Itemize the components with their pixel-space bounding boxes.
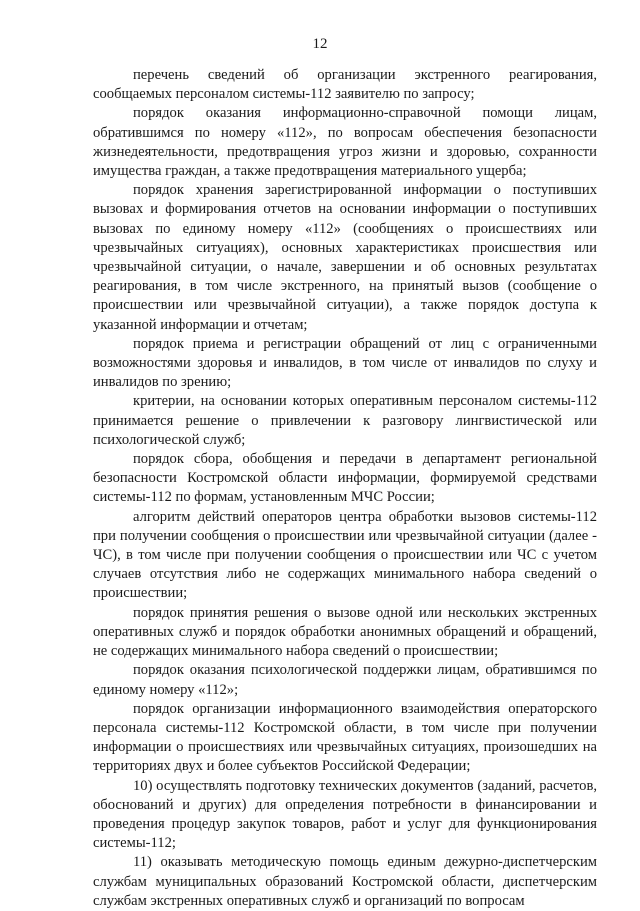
paragraph-5: критерии, на основании которых оперативным персоналом системы-112 принимается решение о привлечении к разговору лингвистической или психологической служб;	[93, 393, 597, 448]
paragraph-8: порядок принятия решения о вызове одной или нескольких экстренных оперативных служб и порядок обработки анонимных обращений и обращений, не содержащих минимального набора сведений о происшествии;	[93, 604, 597, 660]
paragraph-10: порядок организации информационного взаимодействия операторского персонала системы-112 Костромской области, в том числе при получении информации о происшествиях или чрезвычайных ситуациях, произошедших на территориях двух и более субъектов Российской Федерации;	[93, 700, 597, 775]
paragraph-11: 10) осуществлять подготовку технических документов (заданий, расчетов, обоснований и других) для определения потребности в финансировании и проведения процедур закупок товаров, работ и услуг для функционирования системы-112;	[93, 777, 597, 852]
paragraph-12: 11) оказывать методическую помощь единым дежурно-диспетчерским службам муниципальных образований Костромской области, диспетчерским службам экстренных оперативных служб и организаций по вопросам	[93, 854, 597, 909]
document-body	[93, 66, 597, 911]
paragraph-3: порядок хранения зарегистрированной информации о поступивших вызовах и формирования отчетов на основании информации о поступивших вызовах по единому номеру «112» (сообщениях о происшествиях или чрезвычайных ситуациях), основных характеристиках происшествия или чрезвычайной ситуации, о начале, завершении и об основных результатах реагирования, в том числе экстренного, на принятый вызов (сообщение о происшествии или чрезвычайной ситуации), а также порядок доступа к указанной информации и отчетам;	[93, 182, 597, 333]
paragraph-1: перечень сведений об организации экстренного реагирования, сообщаемых персоналом системы-112 заявителю по запросу;	[93, 67, 597, 103]
paragraph-2: порядок оказания информационно-справочной помощи лицам, обратившимся по номеру «112», по вопросам обеспечения безопасности жизнедеятельности, предотвращения угроз жизни и здоровью, сохранности имущества граждан, а также предотвращения материального ущерба;	[93, 105, 597, 180]
paragraph-4: порядок приема и регистрации обращений от лиц с ограниченными возможностями здоровья и инвалидов, в том числе от инвалидов по слуху и инвалидов по зрению;	[93, 335, 597, 391]
paragraph-7: алгоритм действий операторов центра обработки вызовов системы-112 при получении сообщения о происшествии или чрезвычайной ситуации (далее - ЧС), в том числе при получении сообщения о происшествии или ЧС с учетом случаев отсутствия либо не содержащих минимального набора сведений о происшествии;	[93, 508, 597, 602]
page-number: 12	[312, 36, 328, 52]
paragraph-9: порядок оказания психологической поддержки лицам, обратившимся по единому номеру «112»;	[93, 662, 597, 698]
paragraph-6: порядок сбора, обобщения и передачи в департамент региональной безопасности Костромской области информации, формируемой средствами системы-112 по формам, установленным МЧС России;	[93, 451, 597, 506]
